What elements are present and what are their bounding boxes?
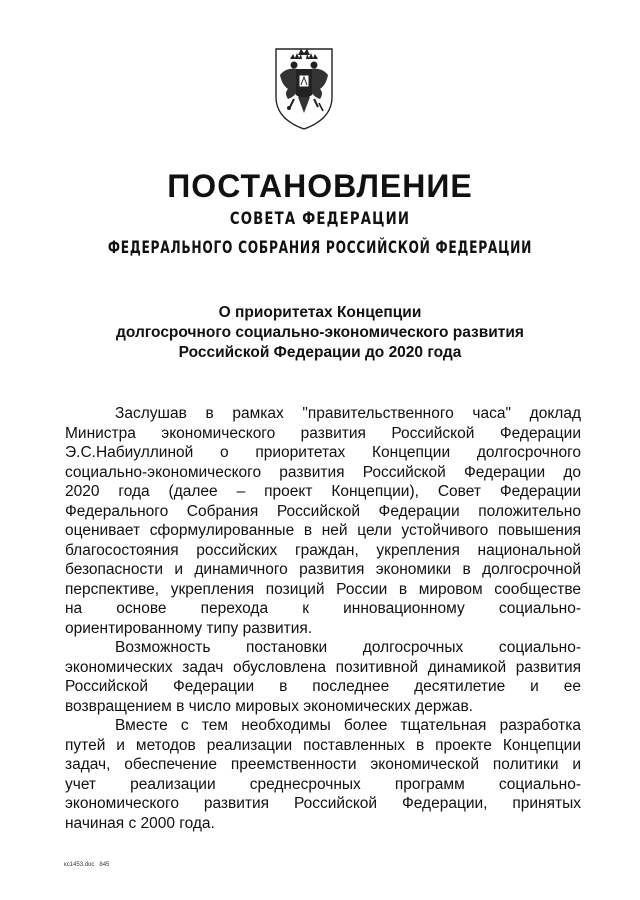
issuer-heading: СОВЕТА ФЕДЕРАЦИИ (229, 209, 411, 229)
document-title-line: О приоритетах Концепции (218, 304, 422, 321)
body-paragraph (65, 404, 581, 638)
document-type-heading: ПОСТАНОВЛЕНИЕ (167, 168, 473, 204)
body-paragraph (65, 716, 581, 833)
body-line: оценивает сформулированные в ней цели устойчивого повышения (65, 522, 581, 539)
body-line: возвращением в число мировых экономических держав. (65, 697, 473, 715)
body-line: экономических задач обусловлена позитивной динамикой развития (65, 658, 581, 676)
document-title-line: долгосрочного социально-экономического развития (116, 324, 524, 341)
body-line: безопасности и динамичного развития экономики в долгосрочной (65, 561, 581, 578)
body-line: Федерального Собрания Российской Федерации положительно (65, 502, 581, 520)
document-title (0, 303, 640, 363)
russian-coat-of-arms-icon (272, 45, 336, 131)
file-code-footer: кс1453.doc 845 (64, 862, 110, 868)
body-line: перспективе, укрепления позиций России в мировом сообществе (65, 580, 581, 598)
body-line: начиная с 2000 года. (65, 814, 215, 832)
body-line: путей и методов реализации поставленных в проекте Концепции (65, 736, 581, 754)
body-line: 2020 года (далее – проект Концепции), Совет Федерации (65, 483, 581, 500)
body-line: экономического развития Российской Федерации, принятых (65, 795, 581, 812)
body-line: Российской Федерации в последнее десятилетие и ее (65, 678, 581, 695)
document-title-line: Российской Федерации до 2020 года (178, 344, 462, 361)
body-line: Вместе с тем необходимы более тщательная разработка (115, 717, 581, 734)
body-line: учет реализации среднесрочных программ социально- (65, 775, 581, 793)
body-line: задач, обеспечение преемственности экономической политики и (65, 756, 581, 773)
issuer-subheading: ФЕДЕРАЛЬНОГО СОБРАНИЯ РОССИЙСКОЙ ФЕДЕРАЦИИ (107, 238, 533, 258)
body-paragraph (65, 638, 581, 716)
body-line: на основе перехода к инновационному социально- (65, 600, 581, 617)
body-line: социально-экономического развития Российской Федерации до (65, 463, 581, 481)
body-line: Возможность постановки долгосрочных социально- (115, 639, 581, 656)
body-line: благосостояния российских граждан, укрепления национальной (65, 541, 581, 559)
body-line: Заслушав в рамках "правительственного часа" доклад (115, 405, 581, 422)
body-line: Э.С.Набиуллиной о приоритетах Концепции долгосрочного (65, 444, 581, 461)
body-line: ориентированному типу развития. (65, 619, 313, 637)
document-body (65, 404, 581, 833)
body-line: Министра экономического развития Российской Федерации (65, 424, 581, 442)
